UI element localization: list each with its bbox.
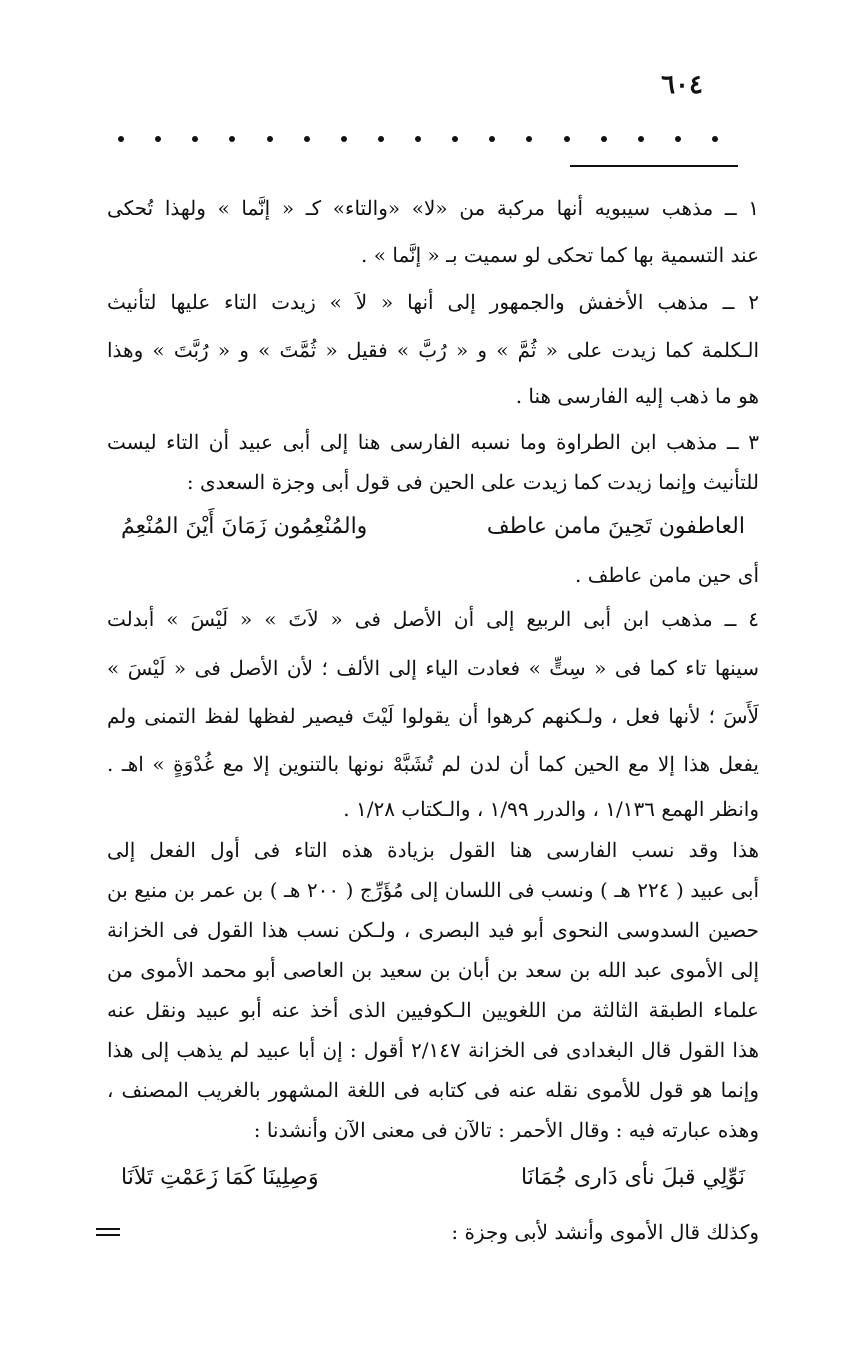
- text-line: هذا القول قال البغدادى فى الخزانة ٢/١٤٧ أقول : إن أبا عبيد لم يذهب إلى هذا: [107, 1038, 759, 1062]
- text-line: ٤ ــ مذهب ابن أبى الربيع إلى أن الأصل فى « لاَتَ » « لَيْسَ » أبدلت: [107, 607, 759, 631]
- dot: [229, 136, 235, 142]
- dot: [675, 136, 681, 142]
- dot: [712, 136, 718, 142]
- text-line: عند التسمية بها كما تحكى لو سميت بـ « إنَّما » .: [361, 243, 759, 267]
- text-line: هو ما ذهب إليه الفارسى هنا .: [515, 384, 759, 408]
- text-line: لَأَسَ ؛ لأنها فعل ، ولـكنهم كرهوا أن يقولوا لَيْتَ فيصير لفظها لفظ التمنى ولم: [107, 704, 759, 728]
- text-line: ٢ ــ مذهب الأخفش والجمهور إلى أنها « لاَ » زيدت التاء عليها لتأنيث: [107, 290, 759, 314]
- dot: [415, 136, 421, 142]
- dot: [489, 136, 495, 142]
- text-line: هذا وقد نسب الفارسى هنا القول بزيادة هذه التاء فى أول الفعل إلى: [107, 838, 759, 862]
- text-line: الـكلمة كما زيدت على « ثُمَّ » و « رُبَّ » فقيل « ثُمَّتَ » و « رُبَّتَ » وهذا: [107, 338, 759, 362]
- verse-hemistich-right: العاطفون تَحِينَ مامن عاطف: [486, 514, 745, 539]
- dot: [192, 136, 198, 142]
- dot: [304, 136, 310, 142]
- text-line: وانظر الهمع ١/١٣٦ ، والدرر ١/٩٩ ، والـكتاب ١/٢٨ .: [343, 797, 759, 821]
- dot: [452, 136, 458, 142]
- verse-hemistich-left: والمُنْعِمُون زَمَانَ أَيْنَ المُنْعِمُ: [121, 514, 368, 539]
- text-line: ٣ ــ مذهب ابن الطراوة وما نسبه الفارسى هنا إلى أبى عبيد أن التاء ليست: [107, 430, 759, 454]
- dot: [378, 136, 384, 142]
- text-line: علماء الطبقة الثالثة من اللغويين الـكوفيين الذى أخذ عنه أبو عبيد ونقل عنه: [107, 998, 759, 1022]
- continuation-mark: [96, 1228, 120, 1240]
- text-line: يفعل هذا إلا مع الحين كما أن لدن لم تُشَبَّهْ نونها بالتنوين إلا مع غُدْوَةٍ » اهـ .: [107, 752, 759, 776]
- text-line: حصين السدوسى النحوى أبو فيد البصرى ، ولـكن نسب هذا القول فى الخزانة: [107, 918, 759, 942]
- text-line: أى حين مامن عاطف .: [574, 563, 759, 587]
- dot: [638, 136, 644, 142]
- verse-hemistich-left: وَصِلِينَا كَمَا زَعَمْتِ تَلاَنَا: [121, 1165, 319, 1190]
- verse-line: [121, 514, 745, 539]
- text-line: وإنما هو قول للأموى نقله عنه فى كتابه فى اللغة المشهور بالغريب المصنف ،: [107, 1078, 759, 1102]
- text-line: إلى الأموى عبد الله بن سعد بن أبان بن سعيد بن العاصى أبو محمد الأموى من: [107, 958, 760, 982]
- text-line: وكذلك قال الأموى وأنشد لأبى وجزة :: [451, 1220, 759, 1244]
- text-line: أبى عبيد ( ٢٢٤ هـ ) ونسب فى اللسان إلى مُؤَرِّج ( ٢٠٠ هـ ) بن عمر بن منيع بن: [107, 878, 760, 902]
- separator-dots: [118, 136, 718, 142]
- dot: [267, 136, 273, 142]
- text-line: ١ ــ مذهب سيبويه أنها مركبة من «لا» «والتاء» كـ « إنَّما » ولهذا تُحكى: [107, 196, 759, 220]
- dot: [601, 136, 607, 142]
- dot: [564, 136, 570, 142]
- text-line: للتأنيث وإنما زيدت كما زيدت على الحين فى قول أبى وجزة السعدى :: [186, 470, 759, 494]
- verse-line: [121, 1165, 745, 1190]
- text-line: وهذه عبارته فيه : وقال الأحمر : تالآن فى معنى الآن وأنشدنا :: [253, 1118, 759, 1142]
- dot: [118, 136, 124, 142]
- dot: [526, 136, 532, 142]
- dot: [155, 136, 161, 142]
- page-number: ٦٠٤: [661, 70, 703, 100]
- dot: [341, 136, 347, 142]
- text-line: سينها تاء كما فى « سِتٍّ » فعادت الياء إلى الألف ؛ لأن الأصل فى « لَيْسَ »: [107, 656, 759, 680]
- verse-hemistich-right: نَوِّلِي قبلَ نأى دَارى جُمَانَا: [521, 1165, 745, 1190]
- footnote-rule: [570, 165, 738, 167]
